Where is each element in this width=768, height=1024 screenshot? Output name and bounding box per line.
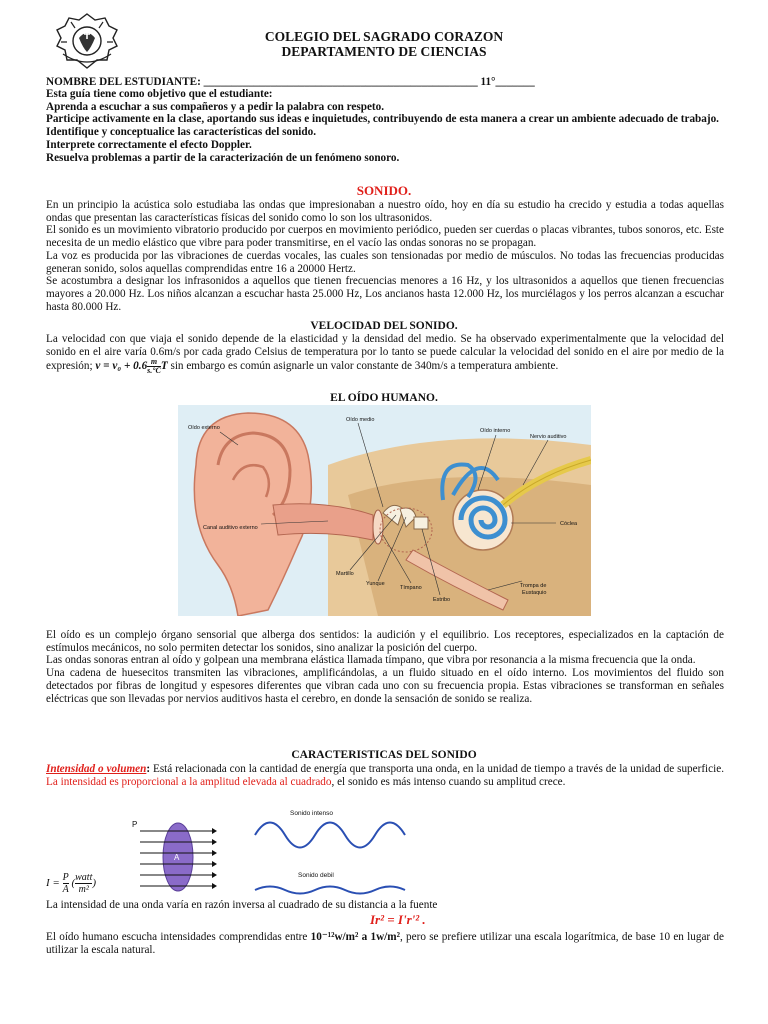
velocity-formula: v = v₀ + 0.6 $\frac{m}{s.^\circ C}$ T bbox=[95, 357, 168, 376]
objective-item: Aprenda a escuchar a sus compañeros y a pedir la palabra con respeto. bbox=[46, 100, 385, 113]
label-oido-interno: Oído interno bbox=[480, 428, 511, 434]
label-coclea: Cóclea bbox=[560, 521, 578, 527]
inverse-square-formula: Ir² = I'r'² . bbox=[370, 912, 426, 927]
intensidad-text: Intensidad o volumen: Está relacionada con la cantidad de energía que transporta una onda, en la unidad de tiempo a través de la unidad de superficie. La intensidad es proporcional a la amplitud elevada al cuadrado, el sonido es más intenso cuando su amplitud crece. bbox=[46, 763, 724, 788]
paragraph: Las ondas sonoras entran al oído y golpean una membrana elástica llamada tímpano, que vibra por resonancia a la misma frecuencia que la onda. bbox=[46, 654, 696, 667]
velocidad-text bbox=[46, 333, 724, 375]
section-title-sonido: SONIDO. bbox=[356, 183, 412, 198]
objective-item: Participe activamente en la clase, aportando sus ideas e inquietudes, contribuyendo de esta manera a crear un ambiente adecuado de trabajo. bbox=[46, 113, 719, 126]
term-intensidad: Intensidad o volumen bbox=[46, 763, 147, 775]
intensity-range-text: El oído humano escucha intensidades comprendidas entre 10⁻¹²w/m² a 1w/m², pero se prefiere utilizar una escala logarítmica, de base 10 en lugar de utilizar la escala natural. bbox=[46, 931, 724, 956]
department-name: DEPARTAMENTO DE CIENCIAS bbox=[281, 44, 487, 59]
wave-comparison-diagram bbox=[250, 805, 410, 897]
label-martillo: Martillo bbox=[336, 571, 354, 577]
strong-wave bbox=[255, 823, 405, 848]
sonido-text bbox=[46, 199, 724, 313]
paragraph: Se acostumbra a designar los infrasonidos a aquellos que tienen frecuencias menores a 16 Hz, y los ultrasonidos a aquellos que tienen frecuencias mayores a 20.000 Hz. Los niños alcanzan a escuchar hasta 25.000 Hz, Los ancianos hasta 12.000 Hz, los murciélagos y los perros alcanzan a escuchar hasta 80.000 Hz. bbox=[46, 275, 724, 313]
objective-item: Resuelva problemas a partir de la caracterización de un fenómeno sonoro. bbox=[46, 151, 400, 164]
paragraph: El sonido es un movimiento vibratorio producido por cuerpos en movimiento periódico, pueden ser cuerdas o placas vibrantes, tubos sonoros, etc. Este necesita de un medio elástico que vibre para poder transmitirse, en el vacío las ondas sonoras no se propagan. bbox=[46, 224, 724, 250]
objective-item: Esta guía tiene como objetivo que el estudiante: bbox=[46, 88, 273, 100]
label-timpano: Tímpano bbox=[400, 585, 422, 591]
fig-label-p: P bbox=[132, 820, 138, 829]
section-title-velocidad: VELOCIDAD DEL SONIDO. bbox=[310, 320, 458, 332]
inverse-square-text: La intensidad de una onda varía en razón inversa al cuadrado de su distancia a la fuente bbox=[46, 899, 438, 911]
wave-weak-label: Sonido debil bbox=[298, 872, 334, 879]
section-title-caracteristicas: CARACTERISTICAS DEL SONIDO bbox=[291, 749, 477, 761]
paragraph: Una cadena de huesecitos transmiten las vibraciones, amplificándolas, a un fluido situado en el oído interno. Los movimientos del fluido son detectados por fibras de longitud y espesores diferentes que vibran cada uno con su frecuencia propia. Estas vibraciones se transforman en señales eléctricas que son llevadas por nervios auditivos hasta el cerebro, en donde la sensación de sonido se realiza. bbox=[46, 667, 724, 705]
student-name-line[interactable]: NOMBRE DEL ESTUDIANTE: _________________________________________________ 11°_______ bbox=[46, 76, 535, 88]
intensity-formula: I = $\frac{P}{A}$ ( $\frac{\text{watt}}{\text{m²}}$ ) bbox=[46, 872, 97, 895]
paragraph: El oído es un complejo órgano sensorial que alberga dos sentidos: la audición y el equilibrio. Los receptores, especializados en la captación de estímulos mecánicos, no solo permiten detectar los sonidos, sino analizar la posición del cuerpo. bbox=[46, 629, 724, 654]
objectives-block bbox=[46, 88, 724, 164]
weak-wave bbox=[255, 887, 405, 894]
paragraph: La velocidad con que viaja el sonido depende de la elasticidad y la densidad del medio. Se ha observado experimentalmente que la velocidad del sonido en el aire varía 0.6m/s por cada grado Celsius de temperatura por lo tanto se puede calcular la velocidad del sonido en el aire por medio de la expresión; bbox=[46, 333, 724, 373]
section-title-oido: EL OÍDO HUMANO. bbox=[330, 392, 438, 404]
label-yunque: Yunque bbox=[366, 581, 385, 587]
label-trompa-2: Eustaquio bbox=[522, 590, 547, 596]
objective-item: Identifique y conceptualice las características del sonido. bbox=[46, 126, 317, 139]
fig-label-a: A bbox=[174, 853, 180, 862]
ear-anatomy-diagram bbox=[178, 405, 591, 616]
label-oido-externo: Oído externo bbox=[188, 425, 220, 431]
oido-text bbox=[46, 629, 724, 705]
intensity-flux-diagram bbox=[120, 815, 220, 897]
paragraph: La voz es producida por las vibraciones de cuerdas vocales, las cuales son tensionadas por medio de músculos. No todas las frecuencias producidas generan sonido, solos aquellas comprendidas entre 16 a 20000 Hertz. bbox=[46, 249, 724, 275]
label-nervio-auditivo: Nervio auditivo bbox=[530, 434, 567, 440]
paragraph: sin embargo es común asignarle un valor constante de 340m/s a temperatura ambiente. bbox=[170, 360, 559, 373]
school-name: COLEGIO DEL SAGRADO CORAZON bbox=[264, 29, 504, 44]
proportional-statement: La intensidad es proporcional a la amplitud elevada al cuadrado bbox=[46, 775, 332, 788]
wave-strong-label: Sonido intenso bbox=[290, 810, 334, 817]
objective-item: Interprete correctamente el efecto Doppler. bbox=[46, 138, 252, 151]
label-trompa-1: Trompa de bbox=[520, 583, 547, 589]
paragraph: En un principio la acústica solo estudiaba las ondas que impresionaban a nuestro oído, hoy en día su estudio ha crecido y estudia a todas aquellas ondas que presentan las características físicas del sonido como lo son los ultrasonidos. bbox=[46, 199, 724, 224]
label-estribo: Estribo bbox=[433, 597, 451, 603]
label-canal-auditivo: Canal auditivo externo bbox=[203, 525, 258, 531]
label-oido-medio: Oído medio bbox=[346, 417, 375, 423]
